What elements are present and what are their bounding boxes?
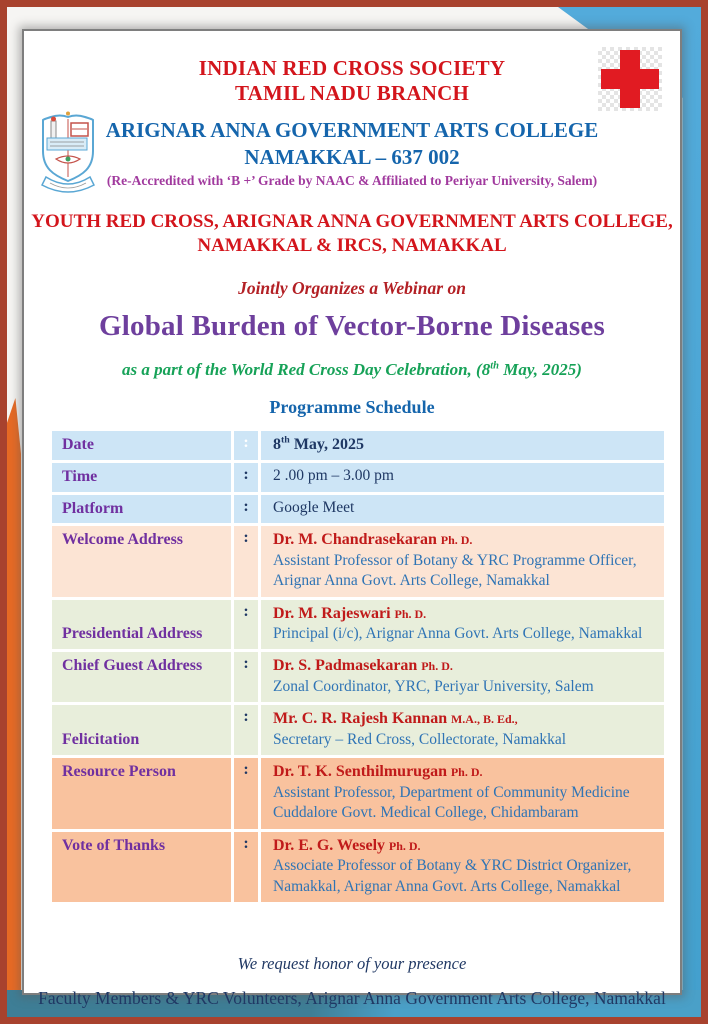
row-label: Welcome Address — [52, 526, 231, 596]
row-value: 2 .00 pm – 3.00 pm — [261, 463, 664, 491]
row-value — [261, 526, 664, 596]
row-label: Time — [52, 463, 231, 491]
occasion-line — [24, 360, 680, 380]
row-label: Date — [52, 431, 231, 461]
row-label: Presidential Address — [52, 600, 231, 650]
row-value — [261, 600, 664, 650]
row-label: Platform — [52, 495, 231, 523]
table-row-presidential-address — [52, 600, 664, 650]
table-row-vote-of-thanks — [52, 832, 664, 902]
table-row-chief-guest-address — [52, 652, 664, 702]
speaker-affiliation: Cuddalore Govt. Medical College, Chidambaram — [273, 804, 579, 822]
row-colon: : — [234, 832, 258, 902]
speaker-affiliation: Arignar Anna Govt. Arts College, Namakkal — [273, 572, 550, 590]
poster-panel — [22, 29, 682, 1008]
tagline: Jointly Organizes a Webinar on — [238, 277, 466, 298]
request-line: We request honor of your presence — [237, 953, 467, 973]
row-colon: : — [234, 705, 258, 755]
speaker-designation: Secretary – Red Cross, Collectorate, Namakkal — [273, 730, 567, 748]
occasion-superscript: th — [490, 359, 500, 371]
table-row-date — [52, 431, 664, 461]
table-row-welcome-address — [52, 526, 664, 596]
red-cross-horizontal-bar — [601, 69, 659, 89]
table-row-time — [52, 463, 664, 491]
row-value — [261, 705, 664, 755]
occasion-text-pre: as a part of the World Red Cross Day Celebration, (8 — [122, 359, 491, 379]
speaker-name-line: Dr. S. Padmasekaran Ph. D. — [273, 657, 453, 675]
college-emblem-svg — [38, 111, 98, 197]
accreditation-line: (Re-Accredited with ‘B +’ Grade by NAAC & Affiliated to Periyar University, Salem) — [106, 172, 598, 188]
college-line-2: NAMAKKAL – 637 002 — [244, 144, 460, 169]
table-row-resource-person — [52, 758, 664, 828]
red-cross-icon — [598, 47, 662, 111]
row-label: Vote of Thanks — [52, 832, 231, 902]
speaker-designation: Zonal Coordinator, YRC, Periyar University, Salem — [273, 677, 594, 695]
poster-content — [24, 31, 680, 1008]
speaker-designation: Assistant Professor of Botany & YRC Programme Officer, — [273, 551, 637, 569]
occasion-text-post: May, 2025) — [499, 359, 582, 379]
programme-table — [52, 431, 664, 902]
row-label: Chief Guest Address — [52, 652, 231, 702]
row-colon: : — [234, 600, 258, 650]
webinar-title: Global Burden of Vector-Borne Diseases — [99, 309, 605, 342]
date-value: 8th May, 2025 — [273, 434, 365, 453]
society-line-2: TAMIL NADU BRANCH — [234, 81, 470, 106]
speaker-affiliation: Namakkal, Arignar Anna Govt. Arts College, Namakkal — [273, 877, 621, 895]
row-value — [261, 652, 664, 702]
society-line-1: INDIAN RED CROSS SOCIETY — [198, 56, 506, 80]
organizers-line-1: YOUTH RED CROSS, ARIGNAR ANNA GOVERNMENT ARTS COLLEGE, — [31, 210, 673, 232]
row-label: Resource Person — [52, 758, 231, 828]
programme-schedule-heading: Programme Schedule — [269, 396, 435, 417]
college-emblem-icon — [38, 111, 98, 197]
decor-orange-band — [7, 398, 21, 1017]
speaker-designation: Principal (i/c), Arignar Anna Govt. Arts College, Namakkal — [273, 625, 643, 642]
speaker-name-line: Dr. E. G. Wesely Ph. D. — [273, 836, 421, 854]
row-colon: : — [234, 431, 258, 461]
table-row-felicitation — [52, 705, 664, 755]
row-value: Google Meet — [261, 495, 664, 523]
table-row-platform — [52, 495, 664, 523]
row-colon: : — [234, 758, 258, 828]
row-colon: : — [234, 463, 258, 491]
college-line-1: ARIGNAR ANNA GOVERNMENT ARTS COLLEGE — [105, 118, 599, 143]
row-value — [261, 758, 664, 828]
audience-line: Faculty Members & YRC Volunteers, Arignar Anna Government Arts College, Namakkal — [38, 987, 666, 1008]
row-colon: : — [234, 495, 258, 523]
speaker-name-line: Mr. C. R. Rajesh Kannan M.A., B. Ed., — [273, 710, 518, 728]
speaker-name-line: Dr. M. Rajeswari Ph. D. — [273, 604, 427, 622]
organizers-heading — [24, 210, 680, 259]
speaker-designation: Assistant Professor, Department of Community Medicine — [273, 783, 630, 801]
speaker-name-line: Dr. M. Chandrasekaran Ph. D. — [273, 531, 473, 549]
speaker-name-line: Dr. T. K. Senthilmurugan Ph. D. — [273, 763, 483, 781]
row-colon: : — [234, 652, 258, 702]
society-heading — [24, 56, 680, 106]
college-heading — [24, 117, 680, 170]
row-colon: : — [234, 526, 258, 596]
row-value — [261, 832, 664, 902]
row-value — [261, 431, 664, 461]
row-label: Felicitation — [52, 705, 231, 755]
speaker-designation: Associate Professor of Botany & YRC District Organizer, — [273, 857, 632, 875]
organizers-line-2: NAMAKKAL & IRCS, NAMAKKAL — [197, 235, 507, 257]
